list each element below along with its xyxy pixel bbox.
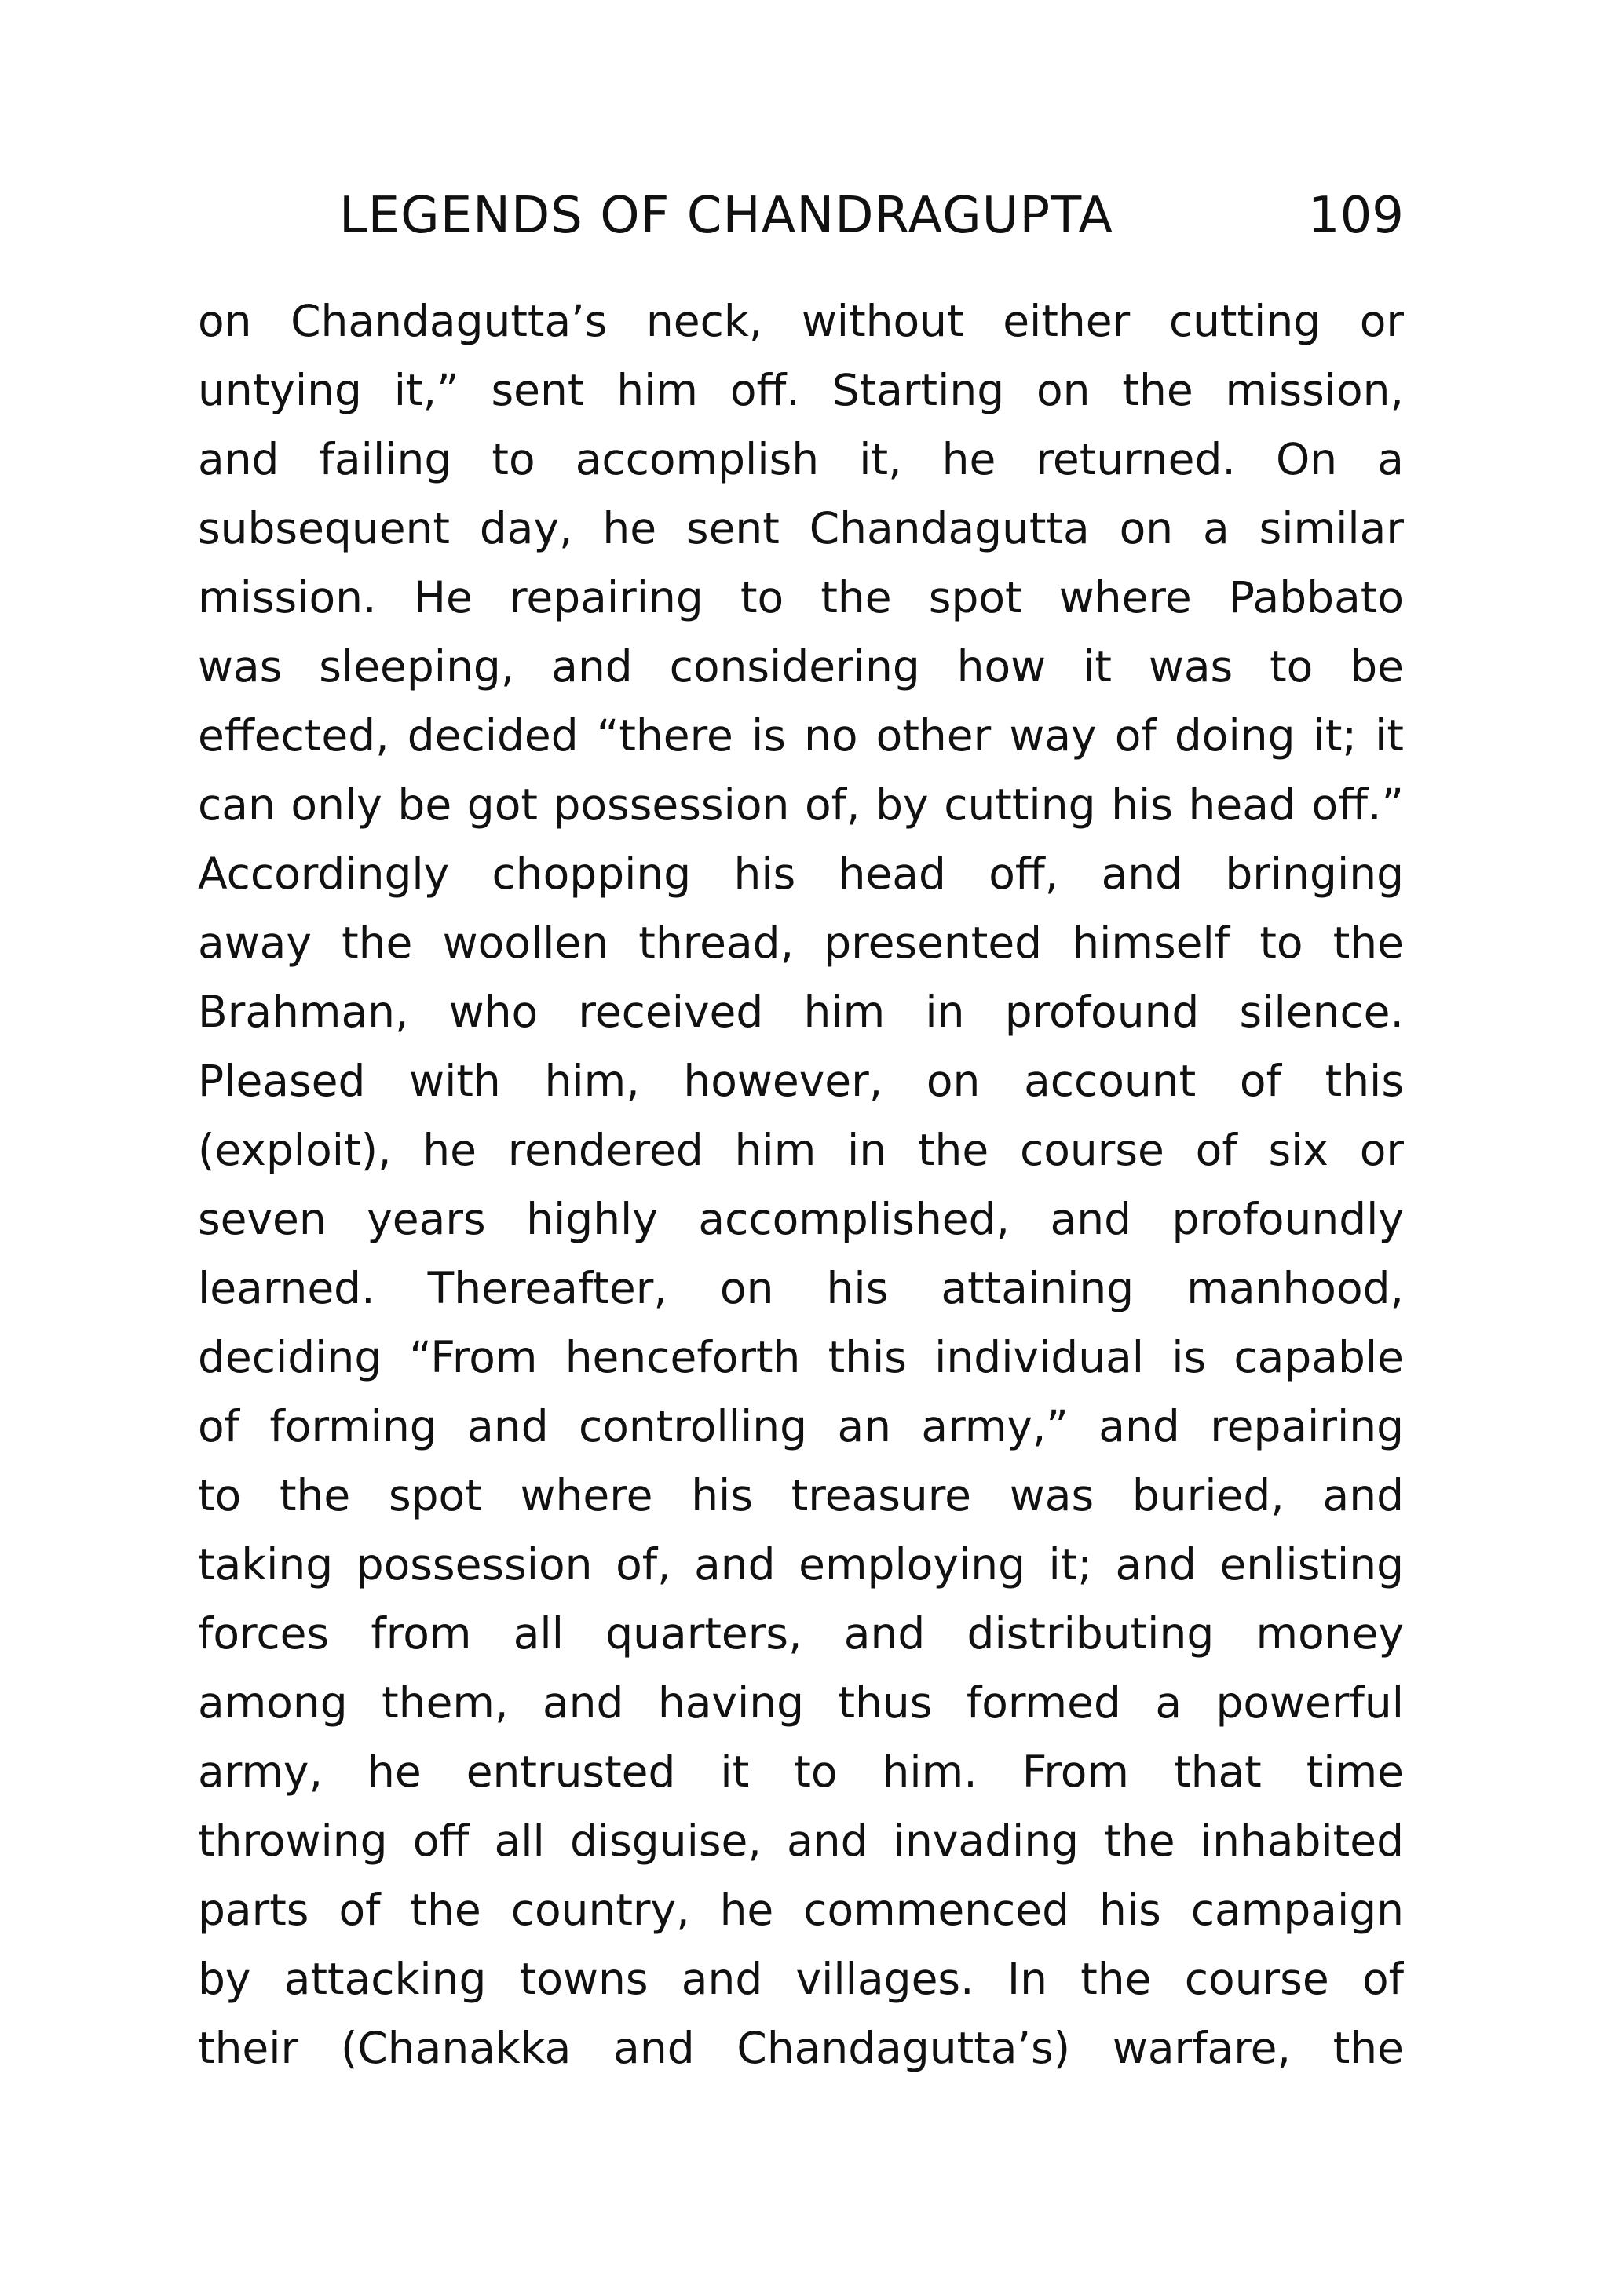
text-line: away the woollen thread, presented himself to the bbox=[198, 918, 1404, 968]
page-number: 109 bbox=[1307, 187, 1404, 245]
text-line: throwing off all disguise, and invading the inhabited bbox=[198, 1816, 1404, 1866]
text-line: by attacking towns and villages. In the course of bbox=[198, 1954, 1404, 2004]
text-line: untying it,” sent him off. Starting on the mission, bbox=[198, 365, 1404, 415]
text-line: Accordingly chopping his head off, and bringing bbox=[198, 849, 1404, 899]
text-line: on Chandagutta’s neck, without either cutting or bbox=[198, 296, 1404, 346]
text-line: and failing to accomplish it, he returned. On a bbox=[198, 434, 1404, 484]
text-line: seven years highly accomplished, and profoundly bbox=[198, 1194, 1404, 1244]
text-line: to the spot where his treasure was buried, and bbox=[198, 1470, 1404, 1520]
text-line: subsequent day, he sent Chandagutta on a similar bbox=[198, 503, 1404, 553]
text-line: Pleased with him, however, on account of this bbox=[198, 1056, 1404, 1106]
text-line: among them, and having thus formed a powerful bbox=[198, 1677, 1404, 1728]
text-line: forces from all quarters, and distributing money bbox=[198, 1608, 1404, 1659]
text-line: can only be got possession of, by cutting his head off.” bbox=[198, 779, 1404, 830]
text-line: deciding “From henceforth this individual is capable bbox=[198, 1332, 1404, 1382]
text-line: (exploit), he rendered him in the course of six or bbox=[198, 1125, 1404, 1175]
text-line: of forming and controlling an army,” and repairing bbox=[198, 1401, 1404, 1451]
text-line: effected, decided “there is no other way of doing it; it bbox=[198, 710, 1404, 761]
running-head bbox=[198, 181, 1404, 251]
text-line: mission. He repairing to the spot where Pabbato bbox=[198, 572, 1404, 622]
text-line: Brahman, who received him in profound silence. bbox=[198, 987, 1404, 1037]
text-line: learned. Thereafter, on his attaining manhood, bbox=[198, 1263, 1404, 1313]
text-line: their (Chanakka and Chandagutta’s) warfare, the bbox=[198, 2023, 1404, 2073]
text-line: army, he entrusted it to him. From that time bbox=[198, 1747, 1404, 1797]
text-line: parts of the country, he commenced his campaign bbox=[198, 1885, 1404, 1935]
running-title: LEGENDS OF CHANDRAGUPTA bbox=[339, 187, 1113, 245]
text-line: taking possession of, and employing it; and enlisting bbox=[198, 1539, 1404, 1590]
body-text bbox=[198, 287, 1404, 2082]
text-line: was sleeping, and considering how it was to be bbox=[198, 641, 1404, 692]
